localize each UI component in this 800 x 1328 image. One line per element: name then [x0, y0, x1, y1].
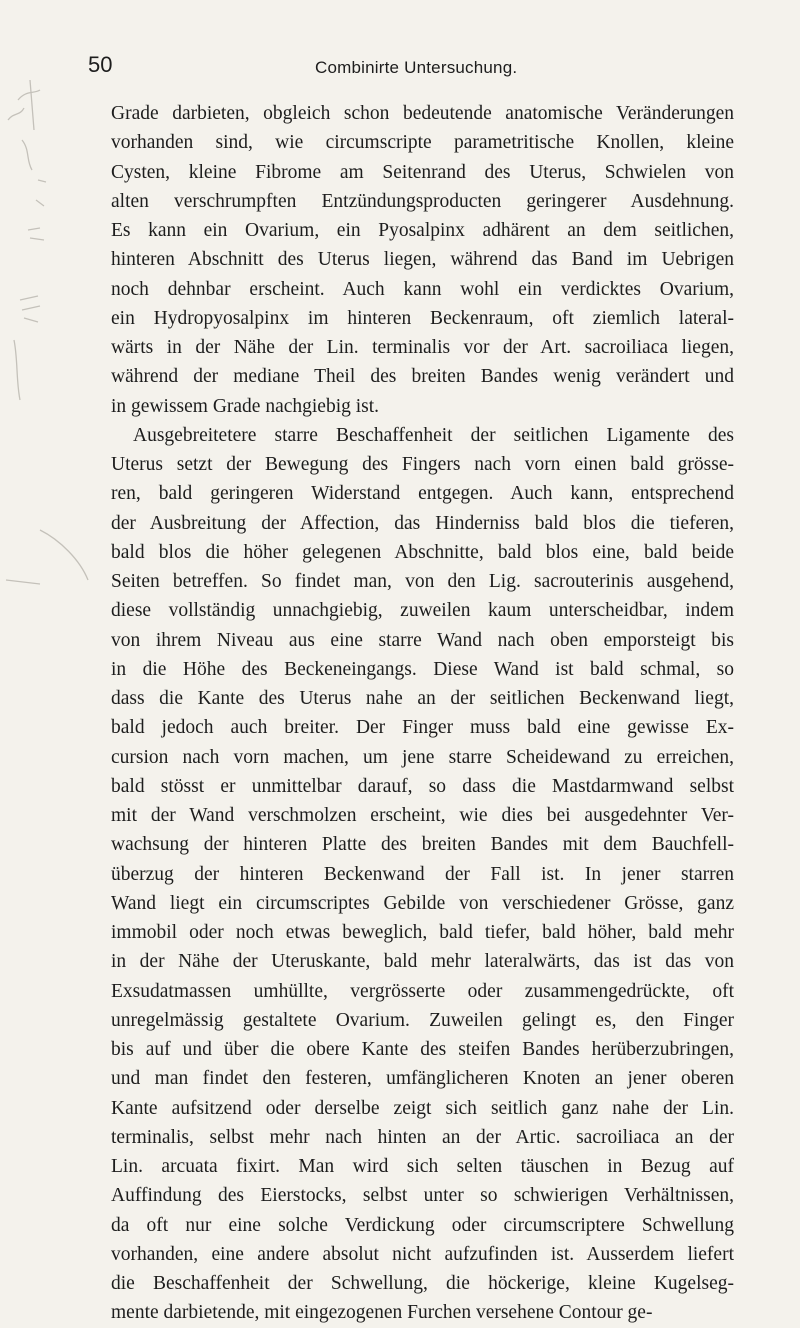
text-line: Es kann ein Ovarium, ein Pyosalpinx adhärent an dem seitlichen, — [111, 220, 734, 241]
text-line: dass die Kante des Uterus nahe an der seitlichen Beckenwand liegt, — [111, 688, 734, 709]
text-line: die Beschaffenheit der Schwellung, die höckerige, kleine Kugelseg- — [111, 1273, 734, 1294]
text-line: ren, bald geringeren Widerstand entgegen. Auch kann, entsprechend — [111, 483, 734, 505]
text-line: Ausgebreitetere starre Beschaffenheit der seitlichen Ligamente des — [133, 424, 734, 446]
margin-pencil-marks — [0, 60, 100, 620]
text-line: Uterus setzt der Bewegung des Fingers nach vorn einen bald grösse- — [111, 454, 734, 475]
text-line: Exsudatmassen umhüllte, vergrösserte oder zusammengedrückte, oft — [111, 980, 734, 1002]
text-line: terminalis, selbst mehr nach hinten an der Artic. sacroiliaca an der — [111, 1126, 734, 1148]
text-line: vorhanden sind, wie circumscripte parametritische Knollen, kleine — [111, 132, 734, 154]
text-line: in die Höhe des Beckeneingangs. Diese Wand ist bald schmal, so — [111, 658, 734, 680]
text-line: Cysten, kleine Fibrome am Seitenrand des Uterus, Schwielen von — [111, 161, 734, 183]
text-line: diese vollständig unnachgiebig, zuweilen kaum unterscheidbar, indem — [111, 600, 734, 622]
text-line: ein Hydropyosalpinx im hinteren Beckenraum, oft ziemlich lateral- — [111, 307, 734, 329]
text-line: der Ausbreitung der Affection, das Hinderniss bald blos die tieferen, — [111, 512, 734, 534]
text-line: immobil oder noch etwas beweglich, bald tiefer, bald höher, bald mehr — [111, 922, 734, 943]
paragraph — [111, 99, 734, 421]
text-line: überzug der hinteren Beckenwand der Fall ist. In jener starren — [111, 863, 734, 885]
text-line: unregelmässig gestaltete Ovarium. Zuweilen gelingt es, den Finger — [111, 1009, 734, 1031]
text-line: bis auf und über die obere Kante des steifen Bandes herüberzubringen, — [111, 1039, 734, 1060]
text-line: noch dehnbar erscheint. Auch kann wohl ein verdicktes Ovarium, — [111, 278, 734, 300]
text-line: Seiten betreffen. So findet man, von den Lig. sacrouterinis ausgehend, — [111, 571, 734, 592]
page-header — [82, 52, 722, 82]
text-line: hinteren Abschnitt des Uterus liegen, während das Band im Uebrigen — [111, 249, 734, 271]
body-text — [111, 99, 734, 1328]
text-line: alten verschrumpften Entzündungsproducten geringerer Ausdehnung. — [111, 190, 734, 212]
paragraph — [111, 421, 734, 1328]
text-line: wärts in der Nähe der Lin. terminalis vor der Art. sacroiliaca liegen, — [111, 337, 734, 358]
text-line: Auffindung des Eierstocks, selbst unter so schwierigen Verhältnissen, — [111, 1185, 734, 1207]
text-line: und man findet den festeren, umfänglicheren Knoten an jener oberen — [111, 1068, 734, 1090]
text-line: cursion nach vorn machen, um jene starre Scheidewand zu erreichen, — [111, 746, 734, 768]
text-line: Lin. arcuata fixirt. Man wird sich selten täuschen in Bezug auf — [111, 1156, 734, 1177]
text-line: Wand liegt ein circumscriptes Gebilde von verschiedener Grösse, ganz — [111, 892, 734, 914]
text-line: mente darbietende, mit eingezogenen Furchen versehene Contour ge- — [111, 1302, 653, 1324]
text-line: Grade darbieten, obgleich schon bedeutende anatomische Veränderungen — [111, 103, 734, 124]
text-line: mit der Wand verschmolzen erscheint, wie dies bei ausgedehnter Ver- — [111, 805, 734, 826]
text-line: in gewissem Grade nachgiebig ist. — [111, 395, 380, 417]
text-line: bald stösst er unmittelbar darauf, so dass die Mastdarmwand selbst — [111, 775, 734, 797]
text-line: während der mediane Theil des breiten Bandes wenig verändert und — [111, 366, 734, 388]
page-number: 50 — [88, 52, 113, 77]
text-line: wachsung der hinteren Platte des breiten Bandes mit dem Bauchfell- — [111, 834, 734, 856]
text-line: vorhanden, eine andere absolut nicht aufzufinden ist. Ausserdem liefert — [111, 1243, 734, 1265]
running-head: Combinirte Untersuchung. — [315, 58, 518, 77]
text-line: da oft nur eine solche Verdickung oder circumscriptere Schwellung — [111, 1214, 734, 1236]
text-line: in der Nähe der Uteruskante, bald mehr lateralwärts, das ist das von — [111, 951, 734, 973]
text-line: bald jedoch auch breiter. Der Finger muss bald eine gewisse Ex- — [111, 717, 734, 739]
text-line: bald blos die höher gelegenen Abschnitte, bald blos eine, bald beide — [111, 541, 734, 563]
text-line: von ihrem Niveau aus eine starre Wand nach oben emporsteigt bis — [111, 629, 734, 651]
text-line: Kante aufsitzend oder derselbe zeigt sich seitlich ganz nahe der Lin. — [111, 1097, 734, 1119]
